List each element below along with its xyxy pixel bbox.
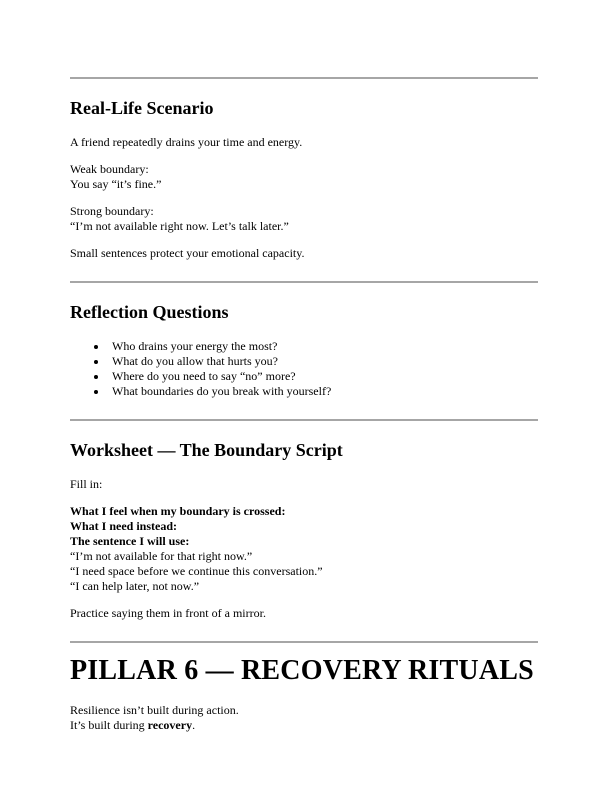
weak-boundary-label: Weak boundary: [70, 162, 149, 176]
worksheet-example-sentence: “I’m not available for that right now.” [70, 549, 253, 563]
strong-boundary-paragraph [70, 204, 538, 234]
scenario-closing [70, 246, 538, 261]
pillar-intro-paragraph [70, 703, 538, 733]
scenario-heading: Real-Life Scenario [70, 98, 214, 118]
reflection-question-list [70, 339, 538, 399]
worksheet-practice-note [70, 606, 538, 621]
strong-boundary-label: Strong boundary: [70, 204, 154, 218]
worksheet-fill-in-text: Fill in: [70, 477, 103, 491]
scenario-intro-text: A friend repeatedly drains your time and energy. [70, 135, 303, 149]
pillar-intro-line2 [70, 718, 538, 733]
scenario-intro [70, 135, 538, 150]
worksheet-prompt: What I feel when my boundary is crossed: [70, 504, 286, 518]
worksheet-fill-in [70, 477, 538, 492]
worksheet-practice-text: Practice saying them in front of a mirror. [70, 606, 266, 620]
section-divider-2 [70, 281, 538, 283]
weak-boundary-paragraph [70, 162, 538, 192]
worksheet-prompt: What I need instead: [70, 519, 178, 533]
section-divider-3 [70, 419, 538, 421]
reflection-question-item: • What do you allow that hurts you? [108, 354, 538, 369]
worksheet-prompt: The sentence I will use: [70, 534, 190, 548]
worksheet-example-sentence: “I can help later, not now.” [70, 579, 200, 593]
reflection-heading: Reflection Questions [70, 302, 229, 322]
section-divider-4 [70, 641, 538, 643]
strong-boundary-example: “I’m not available right now. Let’s talk later.” [70, 219, 289, 233]
pillar-heading: PILLAR 6 — RECOVERY RITUALS [70, 655, 534, 686]
reflection-question-item: • Where do you need to say “no” more? [108, 369, 538, 384]
weak-boundary-example: You say “it’s fine.” [70, 177, 162, 191]
reflection-question-item: • Who drains your energy the most? [108, 339, 538, 354]
worksheet-script-block [70, 504, 538, 594]
pillar-intro-line2-suffix: . [192, 718, 196, 732]
worksheet-heading: Worksheet — The Boundary Script [70, 440, 343, 460]
pillar-intro-line2-prefix: It’s built during [70, 718, 148, 732]
scenario-closing-text: Small sentences protect your emotional capacity. [70, 246, 305, 260]
pillar-intro-line1: Resilience isn’t built during action. [70, 703, 239, 717]
reflection-question-item: • What boundaries do you break with yourself? [108, 384, 538, 399]
worksheet-example-sentence: “I need space before we continue this conversation.” [70, 564, 323, 578]
section-divider-1 [70, 77, 538, 79]
pillar-intro-line2-bold: recovery [147, 718, 193, 732]
